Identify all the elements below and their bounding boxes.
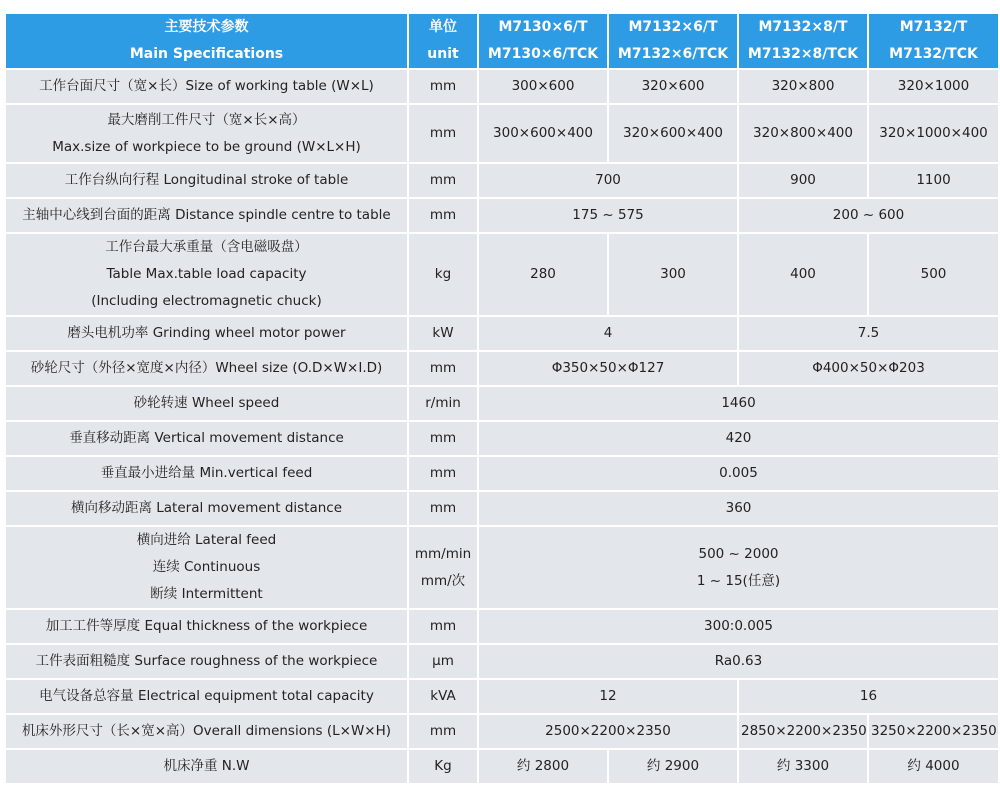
- header-model: [478, 13, 608, 69]
- value-cell-line: 约 2800: [516, 758, 570, 774]
- value-cell: [738, 233, 868, 316]
- param-cell: [5, 526, 408, 609]
- unit-cell-line: kVA: [430, 688, 456, 704]
- table-row: [5, 609, 999, 644]
- value-cell-line: 300: [660, 266, 686, 282]
- param-cell-line: 连续 Continuous: [152, 559, 261, 575]
- unit-cell-line: mm: [429, 723, 457, 739]
- value-cell-line: 280: [530, 266, 556, 282]
- specification-table: [4, 12, 1000, 785]
- param-cell: [5, 198, 408, 233]
- unit-cell: [408, 386, 478, 421]
- unit-cell-line: mm/次: [420, 572, 466, 589]
- header-unit-line: 单位: [429, 19, 457, 35]
- header-model-line: M7130×6/TCK: [487, 46, 599, 62]
- table-row: [5, 456, 999, 491]
- value-cell: [478, 714, 738, 749]
- value-cell: [738, 163, 868, 198]
- table-row: [5, 104, 999, 163]
- value-cell: [608, 749, 738, 784]
- table-header: [5, 13, 999, 69]
- table-row: [5, 163, 999, 198]
- param-cell: [5, 421, 408, 456]
- value-cell: [868, 749, 999, 784]
- value-cell: [608, 233, 738, 316]
- value-cell: [478, 526, 999, 609]
- table-row: [5, 526, 999, 609]
- header-model-line: M7132×6/TCK: [617, 46, 729, 62]
- unit-cell-line: Kg: [434, 758, 452, 774]
- value-cell-line: 900: [790, 172, 816, 188]
- param-cell-line: 工作台纵向行程 Longitudinal stroke of table: [64, 172, 349, 188]
- value-cell: [478, 163, 738, 198]
- value-cell-line: 300×600: [511, 78, 575, 94]
- value-cell: [868, 69, 999, 104]
- value-cell: [478, 69, 608, 104]
- table-row: [5, 316, 999, 351]
- param-cell: [5, 749, 408, 784]
- header-model-line: M7132/T: [899, 19, 968, 35]
- unit-cell: [408, 421, 478, 456]
- value-cell: [478, 749, 608, 784]
- unit-cell: [408, 351, 478, 386]
- value-cell-line: 0.005: [719, 465, 758, 481]
- param-cell: [5, 714, 408, 749]
- table-row: [5, 679, 999, 714]
- value-cell: [738, 198, 999, 233]
- value-cell-line: 1 ~ 15(任意): [696, 572, 781, 589]
- value-cell: [478, 609, 999, 644]
- value-cell: [478, 644, 999, 679]
- value-cell-line: 1100: [916, 172, 951, 188]
- header-model: [608, 13, 738, 69]
- unit-cell: [408, 69, 478, 104]
- value-cell-line: 320×600: [641, 78, 705, 94]
- param-cell-line: 机床外形尺寸（长×宽×高）Overall dimensions (L×W×H): [21, 723, 392, 739]
- value-cell-line: 500 ~ 2000: [698, 545, 779, 562]
- header-model: [738, 13, 868, 69]
- value-cell: [478, 351, 738, 386]
- param-cell-line: 加工工件等厚度 Equal thickness of the workpiece: [45, 618, 368, 634]
- param-cell: [5, 456, 408, 491]
- header-unit-line: unit: [427, 46, 459, 62]
- param-cell: [5, 69, 408, 104]
- header-param: [5, 13, 408, 69]
- value-cell-line: 300:0.005: [704, 618, 773, 634]
- param-cell-line: 断续 Intermittent: [150, 586, 263, 602]
- unit-cell: [408, 233, 478, 316]
- table-row: [5, 644, 999, 679]
- param-cell-line: 横向移动距离 Lateral movement distance: [70, 500, 343, 516]
- value-cell: [868, 104, 999, 163]
- param-cell: [5, 644, 408, 679]
- unit-cell-line: kg: [434, 266, 452, 282]
- value-cell: [478, 104, 608, 163]
- value-cell-line: Φ400×50×Φ203: [812, 360, 925, 376]
- header-model-line: M7132×8/TCK: [747, 46, 859, 62]
- param-cell: [5, 679, 408, 714]
- value-cell: [738, 316, 999, 351]
- param-cell-line: 电气设备总容量 Electrical equipment total capacity: [39, 688, 374, 704]
- value-cell: [738, 679, 999, 714]
- value-cell: [478, 491, 999, 526]
- value-cell: [738, 714, 868, 749]
- header-model-line: M7132×8/T: [758, 19, 848, 35]
- value-cell: [738, 69, 868, 104]
- unit-cell: [408, 714, 478, 749]
- param-cell-line: 最大磨削工件尺寸（宽×长×高）: [107, 111, 306, 128]
- value-cell-line: 约 4000: [907, 758, 960, 774]
- table-row: [5, 351, 999, 386]
- value-cell-line: 300×600×400: [493, 125, 593, 141]
- param-cell-line: 砂轮转速 Wheel speed: [133, 395, 280, 411]
- value-cell: [478, 456, 999, 491]
- param-cell-line: 横向进给 Lateral feed: [136, 532, 277, 548]
- unit-cell-line: r/min: [425, 395, 461, 411]
- spec-table-container: [4, 12, 998, 785]
- value-cell: [738, 351, 999, 386]
- value-cell-line: 500: [920, 266, 947, 282]
- value-cell: [738, 104, 868, 163]
- value-cell-line: 2850×2200×2350: [741, 723, 867, 739]
- value-cell-line: 1460: [721, 395, 756, 411]
- table-row: [5, 198, 999, 233]
- value-cell-line: 175 ~ 575: [572, 207, 644, 223]
- value-cell-line: 420: [725, 430, 752, 446]
- header-row: [5, 13, 999, 69]
- unit-cell: [408, 104, 478, 163]
- unit-cell-line: mm: [429, 500, 457, 516]
- unit-cell-line: mm: [429, 360, 457, 376]
- unit-cell-line: mm: [429, 618, 457, 634]
- header-model-line: M7130×6/T: [498, 19, 588, 35]
- param-cell: [5, 163, 408, 198]
- param-cell: [5, 609, 408, 644]
- param-cell-line: 砂轮尺寸（外径×宽度×内径）Wheel size (O.D×W×I.D): [30, 360, 383, 376]
- unit-cell: [408, 679, 478, 714]
- unit-cell: [408, 491, 478, 526]
- unit-cell: [408, 644, 478, 679]
- value-cell-line: 400: [790, 266, 816, 282]
- param-cell: [5, 386, 408, 421]
- value-cell-line: 3250×2200×2350: [871, 723, 997, 739]
- value-cell: [478, 198, 738, 233]
- unit-cell-line: mm: [429, 465, 457, 481]
- param-cell-line: Table Max.table load capacity: [106, 266, 307, 282]
- value-cell-line: 320×1000×400: [879, 125, 988, 141]
- value-cell: [868, 163, 999, 198]
- param-cell-line: 主轴中心线到台面的距离 Distance spindle centre to table: [22, 207, 391, 223]
- table-row: [5, 421, 999, 456]
- header-unit: [408, 13, 478, 69]
- value-cell-line: 320×800: [771, 78, 835, 94]
- param-cell: [5, 316, 408, 351]
- unit-cell-line: mm: [429, 125, 457, 141]
- param-cell-line: (Including electromagnetic chuck): [91, 293, 322, 309]
- value-cell: [868, 233, 999, 316]
- param-cell-line: 工作台面尺寸（宽×长）Size of working table (W×L): [39, 78, 374, 94]
- value-cell-line: Ra0.63: [714, 653, 763, 669]
- unit-cell-line: kW: [432, 325, 454, 341]
- header-model-line: M7132/TCK: [889, 46, 978, 62]
- unit-cell: [408, 198, 478, 233]
- value-cell-line: 12: [599, 688, 617, 704]
- unit-cell: [408, 749, 478, 784]
- unit-cell: [408, 316, 478, 351]
- param-cell: [5, 104, 408, 163]
- value-cell: [478, 421, 999, 456]
- value-cell-line: 4: [603, 325, 613, 341]
- param-cell-line: 垂直最小进给量 Min.vertical feed: [100, 465, 313, 481]
- value-cell: [478, 679, 738, 714]
- unit-cell-line: mm: [429, 430, 457, 446]
- value-cell: [478, 386, 999, 421]
- value-cell-line: 约 2900: [646, 758, 700, 774]
- unit-cell-line: mm: [429, 207, 457, 223]
- header-param-line: 主要技术参数: [164, 19, 249, 35]
- value-cell: [608, 69, 738, 104]
- unit-cell: [408, 526, 478, 609]
- table-row: [5, 714, 999, 749]
- param-cell-line: 磨头电机功率 Grinding wheel motor power: [67, 325, 346, 341]
- value-cell-line: Φ350×50×Φ127: [551, 360, 665, 376]
- value-cell: [608, 104, 738, 163]
- param-cell: [5, 233, 408, 316]
- unit-cell-line: mm/min: [414, 545, 472, 562]
- param-cell-line: 机床净重 N.W: [163, 758, 250, 774]
- table-row: [5, 386, 999, 421]
- value-cell-line: 约 3300: [776, 758, 830, 774]
- param-cell-line: 垂直移动距离 Vertical movement distance: [69, 430, 344, 446]
- unit-cell-line: mm: [429, 172, 457, 188]
- param-cell-line: 工作台最大承重量（含电磁吸盘）: [105, 239, 308, 255]
- table-row: [5, 69, 999, 104]
- value-cell: [478, 316, 738, 351]
- value-cell: [738, 749, 868, 784]
- value-cell-line: 700: [595, 172, 621, 188]
- header-param-line: Main Specifications: [129, 46, 284, 62]
- value-cell-line: 320×600×400: [623, 125, 723, 141]
- header-model: [868, 13, 999, 69]
- param-cell-line: 工件表面粗糙度 Surface roughness of the workpiece: [35, 653, 378, 669]
- value-cell: [478, 233, 608, 316]
- param-cell-line: Max.size of workpiece to be ground (W×L×H): [52, 138, 361, 155]
- param-cell: [5, 351, 408, 386]
- table-row: [5, 749, 999, 784]
- value-cell-line: 2500×2200×2350: [545, 723, 671, 739]
- value-cell-line: 320×1000: [897, 78, 970, 94]
- value-cell-line: 360: [725, 500, 752, 516]
- value-cell-line: 200 ~ 600: [832, 207, 905, 223]
- unit-cell-line: mm: [429, 78, 457, 94]
- header-model-line: M7132×6/T: [628, 19, 718, 35]
- value-cell: [868, 714, 999, 749]
- unit-cell: [408, 456, 478, 491]
- value-cell-line: 320×800×400: [753, 125, 853, 141]
- value-cell-line: 7.5: [857, 325, 880, 341]
- unit-cell: [408, 609, 478, 644]
- unit-cell-line: μm: [432, 653, 454, 669]
- param-cell: [5, 491, 408, 526]
- table-body: [5, 69, 999, 784]
- table-row: [5, 233, 999, 316]
- unit-cell: [408, 163, 478, 198]
- table-row: [5, 491, 999, 526]
- value-cell-line: 16: [859, 688, 878, 704]
